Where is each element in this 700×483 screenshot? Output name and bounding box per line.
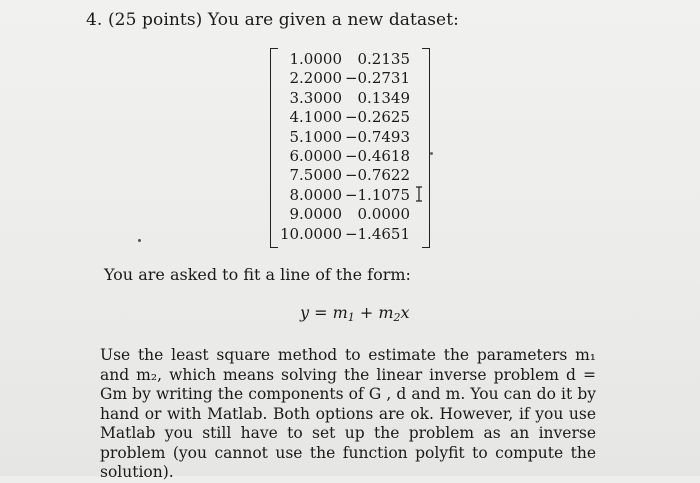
fit-prompt: You are asked to fit a line of the form: [104, 265, 411, 284]
equation-sub2: 2 [393, 311, 401, 324]
matrix-row [280, 225, 420, 244]
dataset-matrix [270, 48, 430, 247]
matrix-right-bracket [422, 48, 430, 248]
matrix-cell-x: 1.0000 [289, 50, 342, 68]
matrix-cell-x: 3.3000 [289, 88, 342, 107]
matrix-cell-y: −0.4618 [344, 147, 410, 166]
matrix-row [280, 186, 420, 205]
matrix-cell-y: 0.1349 [357, 88, 410, 107]
matrix-row [280, 108, 420, 127]
matrix-cell-y: −1.1075 [344, 185, 410, 204]
matrix-cell-x: 10.0000 [280, 224, 343, 243]
problem-prompt: You are given a new dataset: [207, 10, 459, 30]
matrix-cell-x: 4.1000 [289, 108, 342, 127]
matrix-cell-y: 0.0000 [357, 205, 410, 224]
equation-sub1: 1 [347, 311, 355, 324]
matrix-row [280, 128, 420, 147]
matrix-cell-x: 2.2000 [289, 69, 342, 88]
instructions-paragraph: Use the least square method to estimate the parameters m₁ and m₂, which means solving the linear inverse problem d = Gm by writing the components of G , d and m. You can do it by hand or with Matlab. Both options are ok. However, if you use Matlab you still have to set up the problem as an inverse problem (you cannot use the function polyfit to compute the solution). [100, 346, 596, 481]
equation-lhs: y = m [300, 303, 348, 322]
problem-number: 4. [86, 10, 103, 30]
matrix-cell-y: −1.4651 [344, 224, 410, 243]
stray-dot [430, 152, 433, 155]
problem-heading [86, 10, 459, 30]
matrix-cell-x: 8.0000 [289, 185, 342, 204]
matrix-cell-y: −0.2731 [344, 69, 410, 88]
text-cursor-icon [415, 186, 423, 202]
matrix-cell-x: 6.0000 [289, 147, 342, 166]
matrix-left-bracket [270, 48, 278, 248]
matrix-cell-x: 7.5000 [289, 166, 342, 185]
matrix-cell-y: 0.2135 [357, 50, 410, 68]
problem-points: (25 points) [107, 10, 203, 30]
matrix-row [280, 166, 420, 185]
matrix-cell-x: 5.1000 [289, 127, 342, 146]
matrix-row [280, 89, 420, 108]
matrix-row [280, 147, 420, 166]
matrix-row [280, 50, 420, 69]
matrix-cell-x: 9.0000 [289, 205, 342, 224]
equation-rhs: x [400, 303, 410, 322]
matrix-cell-y: −0.7493 [344, 127, 410, 146]
matrix-body [280, 50, 420, 244]
matrix-cell-y: −0.2625 [344, 108, 410, 127]
stray-dot [138, 239, 141, 242]
matrix-cell-y: −0.7622 [344, 166, 410, 185]
equation-mid: + m [354, 303, 394, 322]
matrix-row [280, 69, 420, 88]
line-equation [300, 303, 410, 324]
matrix-row [280, 205, 420, 224]
